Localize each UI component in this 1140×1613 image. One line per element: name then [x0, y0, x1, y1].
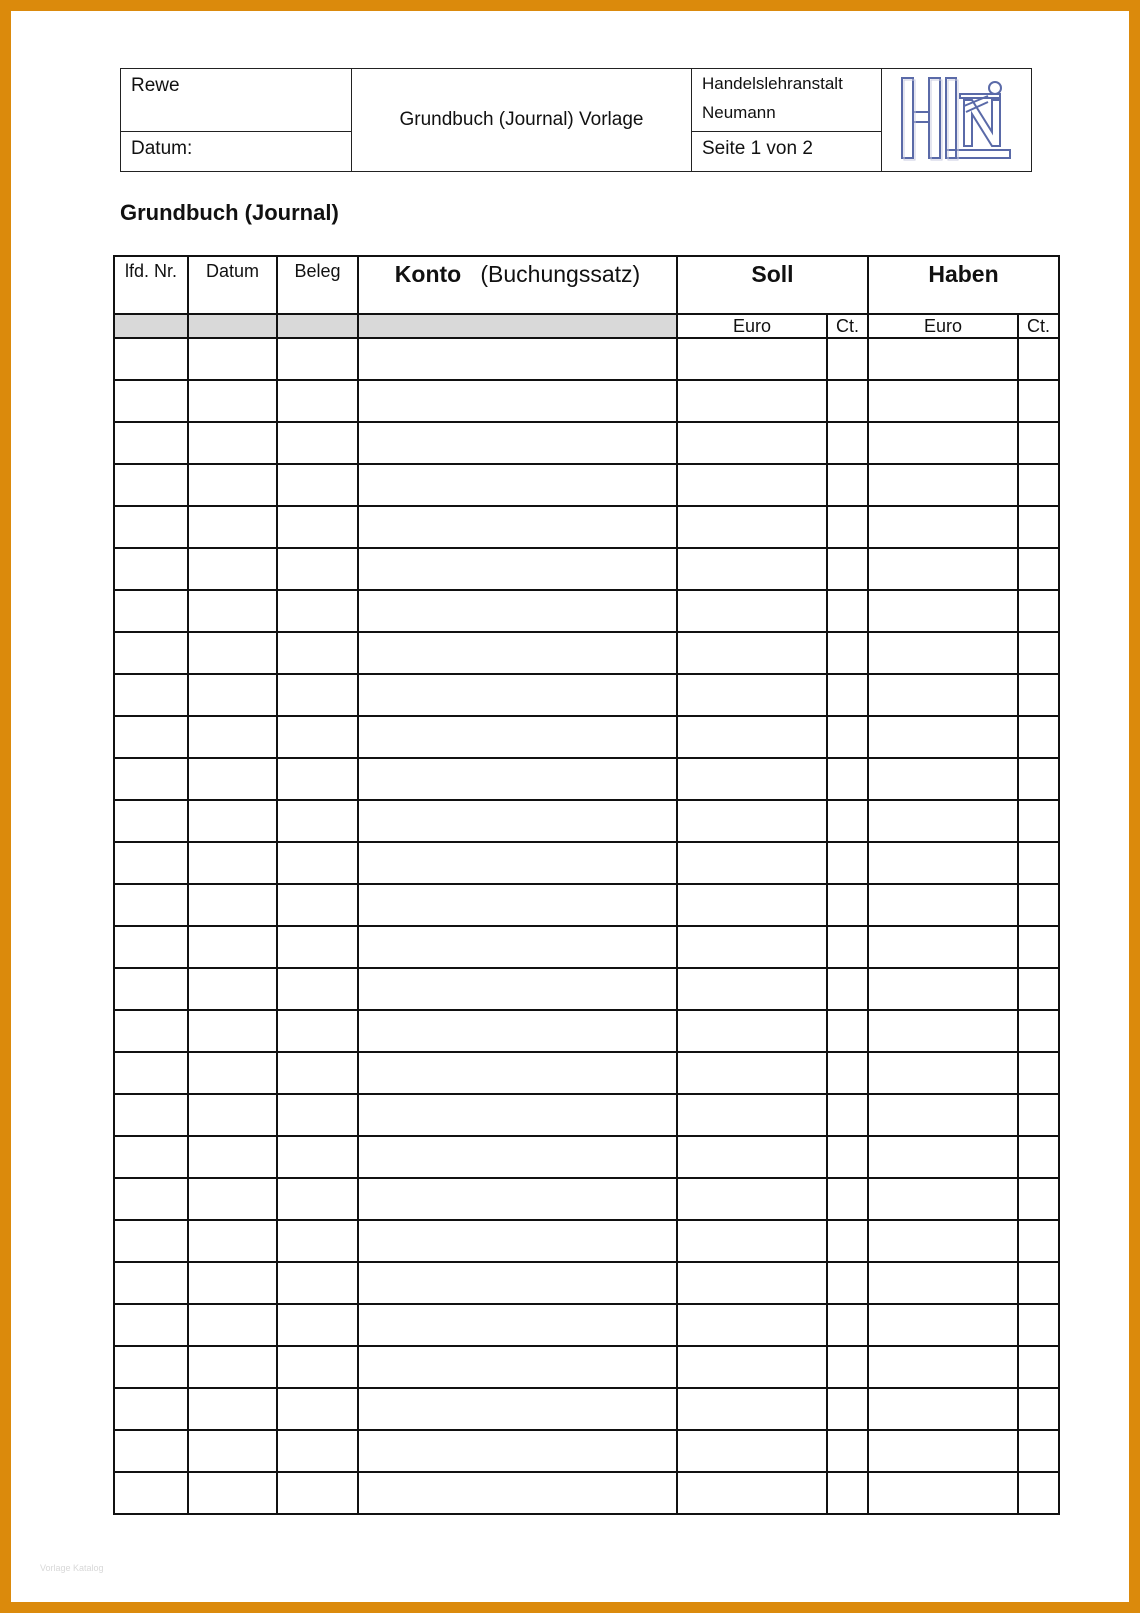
haben-euro-cell[interactable]	[868, 1262, 1018, 1304]
col-lfd-nr: lfd. Nr.	[114, 256, 188, 314]
beleg-cell[interactable]	[277, 1304, 358, 1346]
haben-euro-cell[interactable]	[868, 1094, 1018, 1136]
haben-euro-cell[interactable]	[868, 926, 1018, 968]
beleg-cell[interactable]	[277, 632, 358, 674]
soll-euro-cell[interactable]	[677, 1010, 827, 1052]
konto-cell[interactable]	[358, 1094, 677, 1136]
haben-euro-cell[interactable]	[868, 1178, 1018, 1220]
soll-euro-cell[interactable]	[677, 926, 827, 968]
beleg-cell[interactable]	[277, 1220, 358, 1262]
konto-cell[interactable]	[358, 1220, 677, 1262]
haben-euro-cell[interactable]	[868, 842, 1018, 884]
soll-ct-cell[interactable]	[827, 1304, 868, 1346]
haben-ct-cell[interactable]	[1018, 968, 1059, 1010]
soll-ct-cell[interactable]	[827, 338, 868, 380]
col-datum: Datum	[188, 256, 277, 314]
journal-table	[113, 255, 1060, 1515]
shaded-cell	[358, 314, 677, 338]
lfd-nr-cell[interactable]	[114, 1262, 188, 1304]
datum-cell[interactable]	[188, 884, 277, 926]
konto-label: Konto	[394, 261, 462, 287]
beleg-cell[interactable]	[277, 884, 358, 926]
soll-ct-cell[interactable]	[827, 1472, 868, 1514]
lfd-nr-cell[interactable]	[114, 1220, 188, 1262]
soll-ct-cell[interactable]	[827, 1136, 868, 1178]
haben-ct-cell[interactable]	[1018, 1388, 1059, 1430]
haben-euro-cell[interactable]	[868, 1052, 1018, 1094]
watermark: Vorlage Katalog	[40, 1563, 104, 1573]
soll-euro-header: Euro	[677, 314, 827, 338]
lfd-nr-cell[interactable]	[114, 1346, 188, 1388]
soll-euro-cell[interactable]	[677, 674, 827, 716]
haben-euro-cell[interactable]	[868, 1430, 1018, 1472]
beleg-cell[interactable]	[277, 800, 358, 842]
soll-euro-cell[interactable]	[677, 632, 827, 674]
konto-cell[interactable]	[358, 674, 677, 716]
soll-ct-cell[interactable]	[827, 590, 868, 632]
datum-cell[interactable]	[188, 1304, 277, 1346]
haben-ct-cell[interactable]	[1018, 1262, 1059, 1304]
lfd-nr-cell[interactable]	[114, 884, 188, 926]
journal-row	[114, 464, 1059, 506]
haben-euro-cell[interactable]	[868, 968, 1018, 1010]
lfd-nr-cell[interactable]	[114, 548, 188, 590]
lfd-nr-cell[interactable]	[114, 506, 188, 548]
soll-ct-cell[interactable]	[827, 380, 868, 422]
journal-row	[114, 884, 1059, 926]
shaded-cell	[277, 314, 358, 338]
lfd-nr-cell[interactable]	[114, 1010, 188, 1052]
konto-cell[interactable]	[358, 422, 677, 464]
konto-cell[interactable]	[358, 758, 677, 800]
haben-ct-cell[interactable]	[1018, 1010, 1059, 1052]
soll-euro-cell[interactable]	[677, 422, 827, 464]
lfd-nr-cell[interactable]	[114, 1430, 188, 1472]
beleg-cell[interactable]	[277, 758, 358, 800]
haben-euro-cell[interactable]	[868, 1136, 1018, 1178]
journal-row	[114, 926, 1059, 968]
journal-row	[114, 968, 1059, 1010]
beleg-cell[interactable]	[277, 1052, 358, 1094]
soll-euro-cell[interactable]	[677, 1052, 827, 1094]
haben-ct-header: Ct.	[1018, 314, 1059, 338]
soll-ct-cell[interactable]	[827, 674, 868, 716]
datum-cell[interactable]	[188, 1178, 277, 1220]
konto-cell[interactable]	[358, 380, 677, 422]
haben-euro-cell[interactable]	[868, 674, 1018, 716]
journal-row	[114, 1094, 1059, 1136]
journal-row	[114, 842, 1059, 884]
lfd-nr-cell[interactable]	[114, 842, 188, 884]
datum-cell[interactable]	[188, 1388, 277, 1430]
konto-cell[interactable]	[358, 1178, 677, 1220]
soll-ct-cell[interactable]	[827, 968, 868, 1010]
datum-cell[interactable]	[188, 380, 277, 422]
datum-cell[interactable]	[188, 1262, 277, 1304]
haben-ct-cell[interactable]	[1018, 842, 1059, 884]
beleg-cell[interactable]	[277, 926, 358, 968]
haben-ct-cell[interactable]	[1018, 1094, 1059, 1136]
soll-euro-cell[interactable]	[677, 338, 827, 380]
lfd-nr-cell[interactable]	[114, 1472, 188, 1514]
haben-ct-cell[interactable]	[1018, 338, 1059, 380]
soll-euro-cell[interactable]	[677, 1262, 827, 1304]
soll-euro-cell[interactable]	[677, 1178, 827, 1220]
soll-ct-cell[interactable]	[827, 884, 868, 926]
haben-ct-cell[interactable]	[1018, 464, 1059, 506]
haben-euro-cell[interactable]	[868, 1220, 1018, 1262]
haben-euro-cell[interactable]	[868, 590, 1018, 632]
school-logo	[882, 69, 1032, 172]
buchungssatz-label: (Buchungssatz)	[480, 261, 641, 287]
konto-cell[interactable]	[358, 1472, 677, 1514]
datum-cell[interactable]	[188, 1052, 277, 1094]
beleg-cell[interactable]	[277, 422, 358, 464]
beleg-cell[interactable]	[277, 464, 358, 506]
beleg-cell[interactable]	[277, 338, 358, 380]
konto-cell[interactable]	[358, 1262, 677, 1304]
soll-ct-header: Ct.	[827, 314, 868, 338]
beleg-cell[interactable]	[277, 1472, 358, 1514]
konto-cell[interactable]	[358, 800, 677, 842]
datum-cell[interactable]	[188, 1430, 277, 1472]
konto-cell[interactable]	[358, 926, 677, 968]
journal-row	[114, 1304, 1059, 1346]
page-indicator: Seite 1 von 2	[692, 132, 882, 172]
datum-cell[interactable]	[188, 338, 277, 380]
lfd-nr-cell[interactable]	[114, 590, 188, 632]
soll-ct-cell[interactable]	[827, 1430, 868, 1472]
beleg-cell[interactable]	[277, 506, 358, 548]
haben-euro-cell[interactable]	[868, 800, 1018, 842]
lfd-nr-cell[interactable]	[114, 1388, 188, 1430]
datum-field[interactable]	[121, 132, 352, 172]
haben-ct-cell[interactable]	[1018, 1304, 1059, 1346]
haben-ct-cell[interactable]	[1018, 1346, 1059, 1388]
haben-euro-cell[interactable]	[868, 1304, 1018, 1346]
lfd-nr-cell[interactable]	[114, 1304, 188, 1346]
datum-cell[interactable]	[188, 800, 277, 842]
soll-euro-cell[interactable]	[677, 1304, 827, 1346]
datum-label: Datum:	[131, 138, 193, 159]
soll-ct-cell[interactable]	[827, 1388, 868, 1430]
soll-euro-cell[interactable]	[677, 548, 827, 590]
haben-euro-header: Euro	[868, 314, 1018, 338]
datum-cell[interactable]	[188, 1472, 277, 1514]
datum-cell[interactable]	[188, 632, 277, 674]
konto-cell[interactable]	[358, 1346, 677, 1388]
datum-cell[interactable]	[188, 422, 277, 464]
hln-logo-icon	[896, 70, 1018, 164]
journal-row	[114, 1010, 1059, 1052]
konto-cell[interactable]	[358, 1430, 677, 1472]
journal-row	[114, 422, 1059, 464]
document-title: Grundbuch (Journal) Vorlage	[352, 69, 692, 172]
journal-row	[114, 1220, 1059, 1262]
haben-euro-cell[interactable]	[868, 380, 1018, 422]
haben-ct-cell[interactable]	[1018, 506, 1059, 548]
haben-ct-cell[interactable]	[1018, 926, 1059, 968]
konto-cell[interactable]	[358, 968, 677, 1010]
journal-row	[114, 674, 1059, 716]
haben-euro-cell[interactable]	[868, 422, 1018, 464]
beleg-cell[interactable]	[277, 1262, 358, 1304]
haben-ct-cell[interactable]	[1018, 1178, 1059, 1220]
haben-euro-cell[interactable]	[868, 758, 1018, 800]
beleg-cell[interactable]	[277, 842, 358, 884]
soll-ct-cell[interactable]	[827, 422, 868, 464]
soll-ct-cell[interactable]	[827, 548, 868, 590]
beleg-cell[interactable]	[277, 1136, 358, 1178]
konto-cell[interactable]	[358, 716, 677, 758]
haben-euro-cell[interactable]	[868, 338, 1018, 380]
soll-euro-cell[interactable]	[677, 842, 827, 884]
konto-cell[interactable]	[358, 632, 677, 674]
datum-cell[interactable]	[188, 968, 277, 1010]
lfd-nr-cell[interactable]	[114, 926, 188, 968]
haben-ct-cell[interactable]	[1018, 1136, 1059, 1178]
journal-row	[114, 632, 1059, 674]
beleg-cell[interactable]	[277, 548, 358, 590]
konto-cell[interactable]	[358, 506, 677, 548]
haben-euro-cell[interactable]	[868, 548, 1018, 590]
haben-ct-cell[interactable]	[1018, 590, 1059, 632]
haben-euro-cell[interactable]	[868, 716, 1018, 758]
konto-cell[interactable]	[358, 338, 677, 380]
soll-euro-cell[interactable]	[677, 716, 827, 758]
soll-euro-cell[interactable]	[677, 1220, 827, 1262]
journal-row	[114, 506, 1059, 548]
journal-row	[114, 1262, 1059, 1304]
journal-row	[114, 1346, 1059, 1388]
haben-ct-cell[interactable]	[1018, 422, 1059, 464]
konto-cell[interactable]	[358, 548, 677, 590]
datum-cell[interactable]	[188, 716, 277, 758]
lfd-nr-cell[interactable]	[114, 1094, 188, 1136]
konto-cell[interactable]	[358, 1304, 677, 1346]
konto-cell[interactable]	[358, 842, 677, 884]
journal-row	[114, 590, 1059, 632]
datum-cell[interactable]	[188, 1136, 277, 1178]
school-name: Handelslehranstalt Neumann	[692, 69, 882, 132]
soll-euro-cell[interactable]	[677, 1430, 827, 1472]
datum-cell[interactable]	[188, 1094, 277, 1136]
haben-euro-cell[interactable]	[868, 464, 1018, 506]
soll-ct-cell[interactable]	[827, 1052, 868, 1094]
col-soll: Soll	[677, 256, 868, 314]
haben-euro-cell[interactable]	[868, 506, 1018, 548]
journal-row	[114, 1430, 1059, 1472]
datum-cell[interactable]	[188, 1346, 277, 1388]
beleg-cell[interactable]	[277, 1178, 358, 1220]
shaded-cell	[188, 314, 277, 338]
haben-ct-cell[interactable]	[1018, 758, 1059, 800]
konto-cell[interactable]	[358, 1052, 677, 1094]
soll-euro-cell[interactable]	[677, 884, 827, 926]
datum-cell[interactable]	[188, 590, 277, 632]
haben-ct-cell[interactable]	[1018, 716, 1059, 758]
document-header	[120, 68, 1032, 172]
beleg-cell[interactable]	[277, 1010, 358, 1052]
journal-row	[114, 800, 1059, 842]
journal-row	[114, 1136, 1059, 1178]
journal-row	[114, 548, 1059, 590]
lfd-nr-cell[interactable]	[114, 632, 188, 674]
haben-ct-cell[interactable]	[1018, 1430, 1059, 1472]
konto-cell[interactable]	[358, 1136, 677, 1178]
lfd-nr-cell[interactable]	[114, 1052, 188, 1094]
lfd-nr-cell[interactable]	[114, 380, 188, 422]
lfd-nr-cell[interactable]	[114, 1178, 188, 1220]
konto-cell[interactable]	[358, 884, 677, 926]
journal-row	[114, 380, 1059, 422]
beleg-cell[interactable]	[277, 1094, 358, 1136]
haben-ct-cell[interactable]	[1018, 1052, 1059, 1094]
beleg-cell[interactable]	[277, 590, 358, 632]
soll-euro-cell[interactable]	[677, 1136, 827, 1178]
datum-cell[interactable]	[188, 548, 277, 590]
konto-cell[interactable]	[358, 590, 677, 632]
haben-euro-cell[interactable]	[868, 1010, 1018, 1052]
datum-cell[interactable]	[188, 1220, 277, 1262]
soll-ct-cell[interactable]	[827, 1220, 868, 1262]
beleg-cell[interactable]	[277, 380, 358, 422]
col-haben: Haben	[868, 256, 1059, 314]
soll-ct-cell[interactable]	[827, 632, 868, 674]
soll-euro-cell[interactable]	[677, 464, 827, 506]
konto-cell[interactable]	[358, 1388, 677, 1430]
haben-euro-cell[interactable]	[868, 884, 1018, 926]
soll-ct-cell[interactable]	[827, 1178, 868, 1220]
soll-ct-cell[interactable]	[827, 800, 868, 842]
soll-ct-cell[interactable]	[827, 842, 868, 884]
soll-ct-cell[interactable]	[827, 716, 868, 758]
rewe-label: Rewe	[131, 75, 180, 96]
haben-ct-cell[interactable]	[1018, 884, 1059, 926]
rewe-field[interactable]	[121, 69, 352, 132]
journal-row	[114, 338, 1059, 380]
soll-euro-cell[interactable]	[677, 1388, 827, 1430]
beleg-cell[interactable]	[277, 1430, 358, 1472]
lfd-nr-cell[interactable]	[114, 422, 188, 464]
soll-ct-cell[interactable]	[827, 926, 868, 968]
soll-euro-cell[interactable]	[677, 506, 827, 548]
datum-cell[interactable]	[188, 758, 277, 800]
beleg-cell[interactable]	[277, 716, 358, 758]
haben-ct-cell[interactable]	[1018, 1472, 1059, 1514]
lfd-nr-cell[interactable]	[114, 338, 188, 380]
beleg-cell[interactable]	[277, 674, 358, 716]
haben-ct-cell[interactable]	[1018, 800, 1059, 842]
datum-cell[interactable]	[188, 1010, 277, 1052]
datum-cell[interactable]	[188, 506, 277, 548]
journal-row	[114, 758, 1059, 800]
haben-ct-cell[interactable]	[1018, 380, 1059, 422]
soll-euro-cell[interactable]	[677, 1094, 827, 1136]
haben-ct-cell[interactable]	[1018, 632, 1059, 674]
journal-row	[114, 1472, 1059, 1514]
soll-euro-cell[interactable]	[677, 380, 827, 422]
journal-header-row	[114, 256, 1059, 314]
haben-ct-cell[interactable]	[1018, 674, 1059, 716]
soll-euro-cell[interactable]	[677, 1472, 827, 1514]
soll-ct-cell[interactable]	[827, 1094, 868, 1136]
col-beleg: Beleg	[277, 256, 358, 314]
konto-cell[interactable]	[358, 464, 677, 506]
soll-ct-cell[interactable]	[827, 1010, 868, 1052]
lfd-nr-cell[interactable]	[114, 464, 188, 506]
beleg-cell[interactable]	[277, 1346, 358, 1388]
shaded-cell	[114, 314, 188, 338]
lfd-nr-cell[interactable]	[114, 800, 188, 842]
soll-ct-cell[interactable]	[827, 1262, 868, 1304]
page-heading: Grundbuch (Journal)	[120, 200, 339, 225]
datum-cell[interactable]	[188, 926, 277, 968]
soll-euro-cell[interactable]	[677, 758, 827, 800]
soll-euro-cell[interactable]	[677, 1346, 827, 1388]
datum-cell[interactable]	[188, 464, 277, 506]
journal-row	[114, 1388, 1059, 1430]
soll-euro-cell[interactable]	[677, 800, 827, 842]
journal-row	[114, 716, 1059, 758]
haben-euro-cell[interactable]	[868, 1388, 1018, 1430]
lfd-nr-cell[interactable]	[114, 716, 188, 758]
haben-ct-cell[interactable]	[1018, 1220, 1059, 1262]
haben-euro-cell[interactable]	[868, 632, 1018, 674]
col-konto	[358, 256, 677, 314]
konto-cell[interactable]	[358, 1010, 677, 1052]
lfd-nr-cell[interactable]	[114, 1136, 188, 1178]
haben-euro-cell[interactable]	[868, 1346, 1018, 1388]
beleg-cell[interactable]	[277, 968, 358, 1010]
soll-ct-cell[interactable]	[827, 464, 868, 506]
soll-ct-cell[interactable]	[827, 506, 868, 548]
journal-row	[114, 1052, 1059, 1094]
journal-subheader-row	[114, 314, 1059, 338]
soll-ct-cell[interactable]	[827, 758, 868, 800]
lfd-nr-cell[interactable]	[114, 968, 188, 1010]
haben-euro-cell[interactable]	[868, 1472, 1018, 1514]
datum-cell[interactable]	[188, 842, 277, 884]
lfd-nr-cell[interactable]	[114, 758, 188, 800]
datum-cell[interactable]	[188, 674, 277, 716]
soll-euro-cell[interactable]	[677, 590, 827, 632]
soll-euro-cell[interactable]	[677, 968, 827, 1010]
soll-ct-cell[interactable]	[827, 1346, 868, 1388]
journal-row	[114, 1178, 1059, 1220]
lfd-nr-cell[interactable]	[114, 674, 188, 716]
haben-ct-cell[interactable]	[1018, 548, 1059, 590]
beleg-cell[interactable]	[277, 1388, 358, 1430]
